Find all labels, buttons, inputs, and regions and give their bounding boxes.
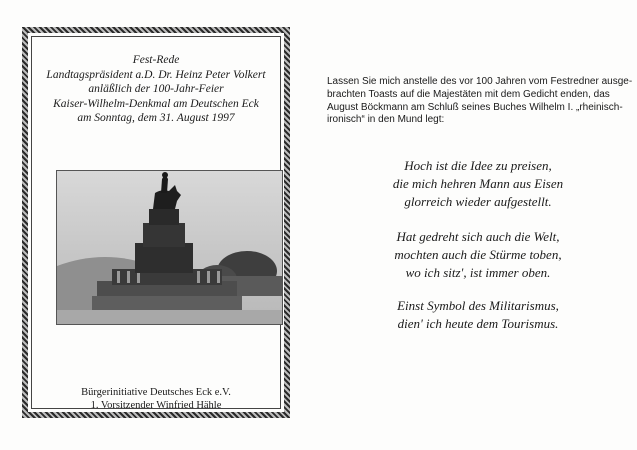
- monument-illustration: [57, 171, 282, 324]
- poem-line: die mich hehren Mann aus Eisen: [392, 176, 564, 191]
- header-line: Fest-Rede: [132, 54, 180, 66]
- intro-line: Lassen Sie mich anstelle des vor 100 Jahren vom Festredner ausge-: [327, 76, 633, 87]
- monument-photo: [56, 170, 283, 325]
- poem-line: mochten auch die Stürme toben,: [394, 247, 562, 262]
- card-footer: [32, 386, 280, 412]
- card-inner: [31, 36, 281, 409]
- header-line: am Sonntag, dem 31. August 1997: [77, 112, 235, 125]
- header-line: anläßlich der 100-Jahr-Feier: [88, 83, 224, 96]
- poem-line: dien' ich heute dem Tourismus.: [397, 316, 559, 331]
- intro-paragraph: [327, 76, 633, 127]
- header-line: Landtagspräsident a.D. Dr. Heinz Peter Volkert: [46, 68, 266, 81]
- footer-line: Bürgerinitiative Deutsches Eck e.V.: [81, 387, 231, 398]
- intro-line: August Böckmann am Schluß seines Buches Wilhelm I. „rheinisch-: [327, 101, 623, 113]
- poem-line: Hat gedreht sich auch die Welt,: [396, 229, 560, 244]
- speech-header: [32, 53, 280, 126]
- poem-line: wo ich sitz', ist immer oben.: [405, 265, 551, 280]
- intro-line: brachten Toasts auf die Majestäten mit dem Gedicht enden, das: [327, 88, 610, 100]
- intro-line: ironisch“ in den Mund legt:: [327, 114, 445, 126]
- poem-line: Hoch ist die Idee zu preisen,: [404, 158, 552, 173]
- poem-stanza: [340, 228, 616, 282]
- framed-card: [22, 27, 290, 418]
- poem-line: glorreich wieder aufgestellt.: [404, 194, 552, 209]
- footer-line: 1. Vorsitzender Winfried Hähle: [90, 400, 222, 411]
- header-line: Kaiser-Wilhelm-Denkmal am Deutschen Eck: [53, 97, 259, 110]
- poem-line: Einst Symbol des Militarismus,: [397, 298, 559, 313]
- poem-stanza: [340, 157, 616, 211]
- poem-stanza: [340, 297, 616, 333]
